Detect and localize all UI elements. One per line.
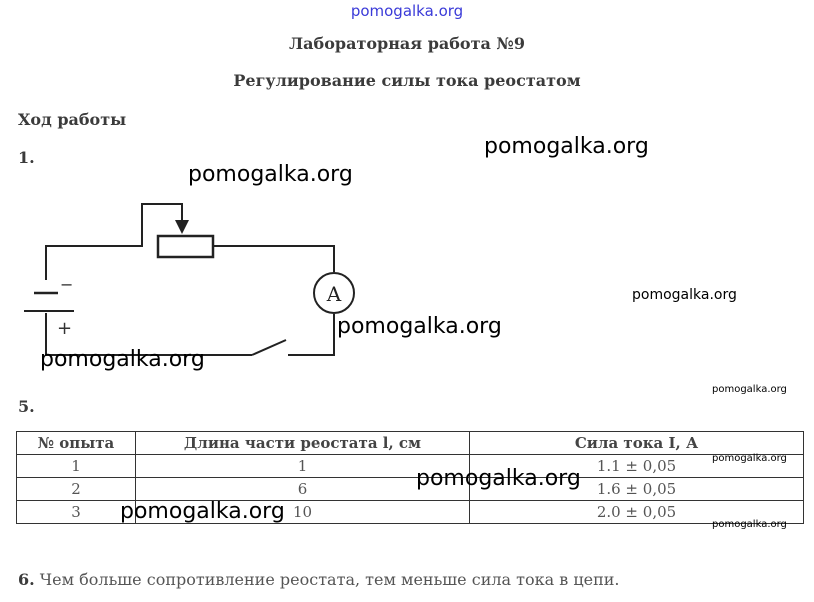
cell-experiment-number: 2 <box>17 478 136 501</box>
cell-experiment-number: 1 <box>17 455 136 478</box>
battery-minus-label: − <box>60 275 74 294</box>
step-1-label: 1. <box>18 148 35 167</box>
header-current: Сила тока I, А <box>470 432 804 455</box>
cell-rheostat-length: 1 <box>136 455 470 478</box>
ammeter-label: A <box>326 282 342 306</box>
watermark: pomogalka.org <box>188 162 353 187</box>
battery-plus-label: + <box>57 318 73 339</box>
watermark: pomogalka.org <box>120 499 285 524</box>
switch-blade <box>252 340 286 355</box>
section-heading: Ход работы <box>18 110 127 129</box>
conclusion <box>18 570 620 589</box>
header-rheostat-length: Длина части реостата l, см <box>136 432 470 455</box>
wire-ammeter-bottom <box>288 314 334 355</box>
watermark: pomogalka.org <box>40 347 205 372</box>
watermark: pomogalka.org <box>416 466 581 491</box>
conclusion-text: Чем больше сопротивление реостата, тем меньше сила тока в цепи. <box>34 570 620 589</box>
watermark: pomogalka.org <box>712 519 787 530</box>
cell-rheostat-length: 6 <box>136 478 470 501</box>
watermark: pomogalka.org <box>712 453 787 464</box>
conclusion-label: 6. <box>18 570 35 589</box>
header-experiment-number: № опыта <box>17 432 136 455</box>
wire-rheostat-right <box>213 246 334 272</box>
page-title: Лабораторная работа №9 <box>289 34 525 53</box>
step-5-label: 5. <box>18 397 35 416</box>
table-row <box>17 455 804 478</box>
cell-current: 2.0 ± 0,05 <box>470 501 804 524</box>
cell-rheostat-length: 10 <box>136 501 470 524</box>
rheostat-slider-arrow <box>175 220 189 234</box>
watermark: pomogalka.org <box>484 134 649 159</box>
rheostat-resistor <box>158 236 213 257</box>
page-subtitle: Регулирование силы тока реостатом <box>233 71 581 90</box>
table-header-row <box>17 432 804 455</box>
cell-experiment-number: 3 <box>17 501 136 524</box>
watermark: pomogalka.org <box>632 287 737 303</box>
site-link[interactable]: pomogalka.org <box>350 2 464 20</box>
table-row <box>17 478 804 501</box>
cell-current: 1.1 ± 0,05 <box>470 455 804 478</box>
cell-current: 1.6 ± 0,05 <box>470 478 804 501</box>
watermark: pomogalka.org <box>712 384 787 395</box>
watermark: pomogalka.org <box>337 314 502 339</box>
